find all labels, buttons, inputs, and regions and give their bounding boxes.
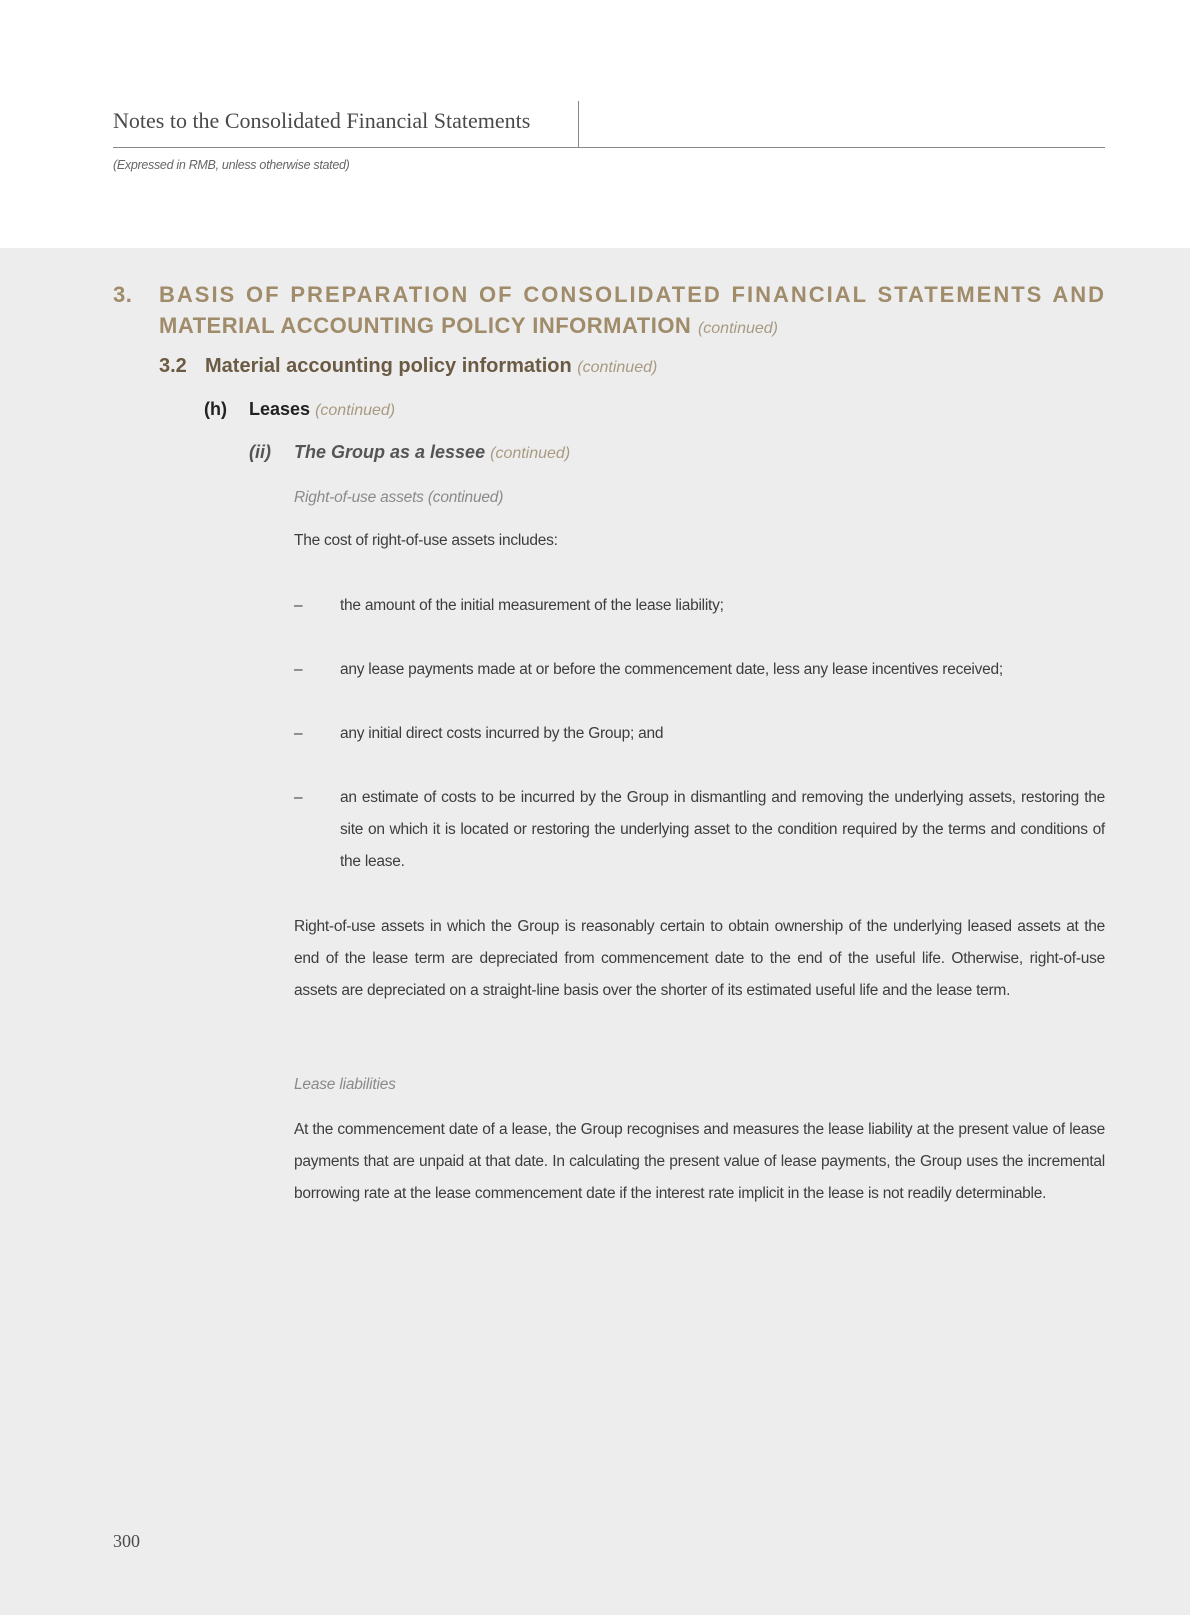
list-item [294,654,1105,686]
list-item-text: any initial direct costs incurred by the Group; and [340,725,664,742]
rou-intro: The cost of right-of-use assets includes: [294,532,558,549]
item-title: Leases [249,399,311,419]
rou-heading: Right-of-use assets (continued) [294,489,504,506]
section-number: 3. [113,282,133,307]
section-title-line1: BASIS OF PREPARATION OF CONSOLIDATED FINANCIAL STATEMENTS AND [159,282,1106,307]
lease-liabilities-heading: Lease liabilities [294,1076,396,1093]
currency-note: (Expressed in RMB, unless otherwise stated) [113,158,350,172]
list-item-text: an estimate of costs to be incurred by the Group in dismantling and removing the underlying assets, restoring the site on which it is located or restoring the underlying asset to the condition required by the terms and conditions of the lease. [340,789,1105,870]
dash: – [294,597,303,614]
subitem-title: The Group as a lessee [294,442,486,462]
dash: – [294,661,303,678]
list-item [294,718,1105,750]
dash: – [294,725,303,742]
list-item-text: the amount of the initial measurement of the lease liability; [340,597,724,614]
list-item-text: any lease payments made at or before the commencement date, less any lease incentives received; [340,661,1003,678]
divider [113,147,1105,148]
list-item [294,590,1105,622]
running-title: Notes to the Consolidated Financial Statements [113,108,531,133]
list-item [294,782,1105,878]
dash: – [294,789,303,806]
continued-label: (continued) [315,402,396,419]
continued-label: (continued) [697,320,778,337]
section-heading [113,279,1106,344]
item-heading [204,399,395,420]
divider [578,101,579,147]
item-number: (h) [204,399,227,419]
subsection-heading [159,355,657,378]
subitem-number: (ii) [249,442,271,462]
subitem-heading [249,442,570,463]
page-number: 300 [113,1531,140,1551]
rou-paragraph: Right-of-use assets in which the Group is reasonably certain to obtain ownership of the underlying leased assets at the end of the lease term are depreciated from commencement date to the end of the useful life. Otherwise, right-of-use assets are depreciated on a straight-line basis over the shorter of its estimated useful life and the lease term. [294,918,1105,999]
continued-label: (continued) [490,445,571,462]
subsection-number: 3.2 [159,355,187,377]
continued-label: (continued) [577,359,658,376]
section-title-line2: MATERIAL ACCOUNTING POLICY INFORMATION [159,313,692,338]
subsection-title: Material accounting policy information [205,355,572,377]
lease-liabilities-paragraph: At the commencement date of a lease, the Group recognises and measures the lease liability at the present value of lease payments that are unpaid at that date. In calculating the present value of lease payments, the Group uses the incremental borrowing rate at the lease commencement date if the interest rate implicit in the lease is not readily determinable. [294,1121,1105,1202]
